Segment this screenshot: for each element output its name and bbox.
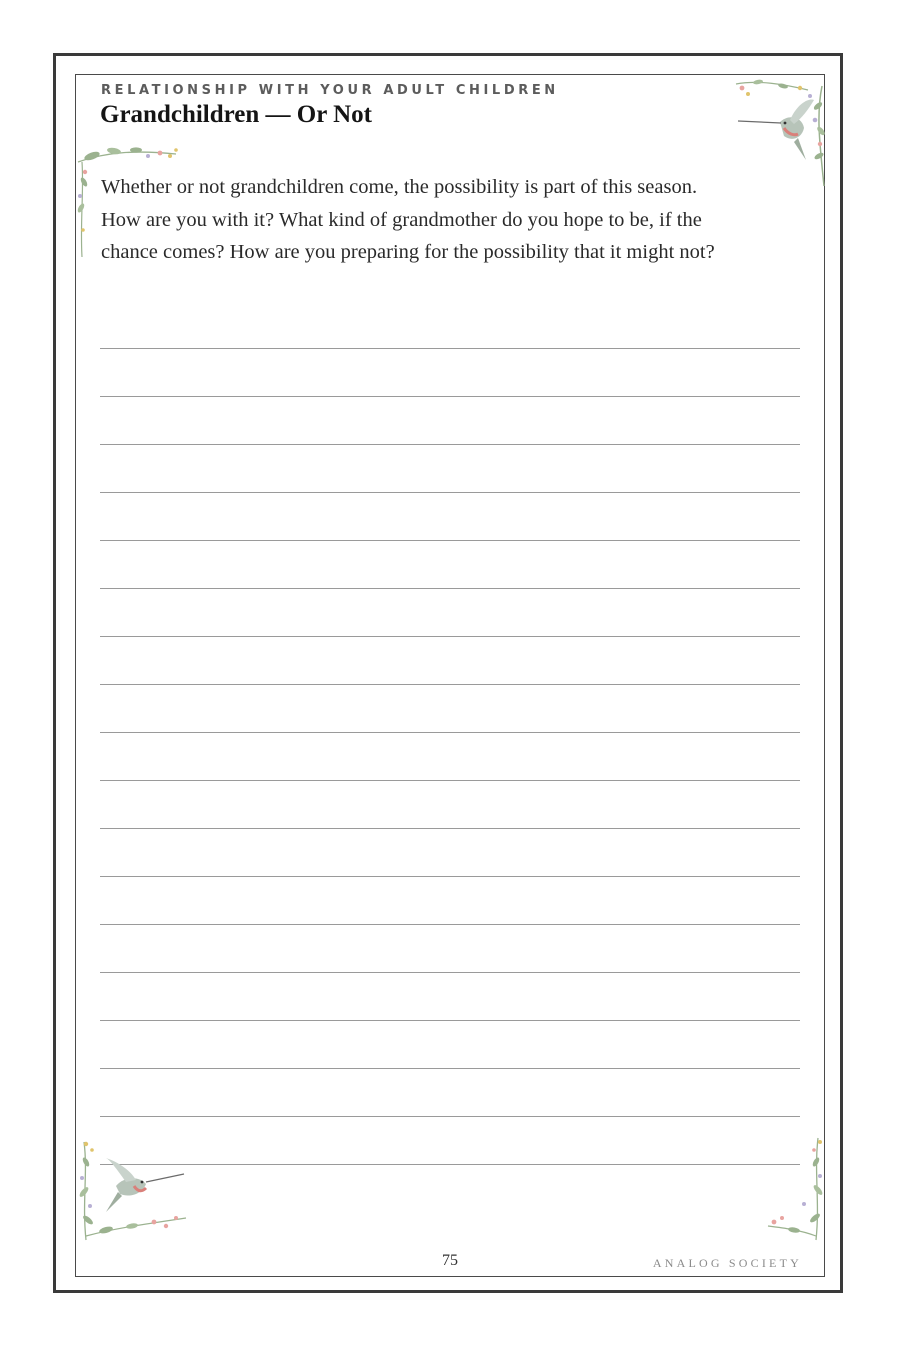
prompt-line: How are you with it? What kind of grandmother do you hope to be, if the	[101, 208, 702, 231]
writing-line[interactable]	[100, 348, 800, 349]
writing-line[interactable]	[100, 684, 800, 685]
floral-sprig-bottom-right-icon	[760, 1132, 826, 1244]
brand-name: ANALOG SOCIETY	[652, 1256, 802, 1270]
floral-sprig-top-left-icon	[76, 142, 186, 262]
writing-area[interactable]	[100, 0, 800, 1350]
page-number: 75	[442, 1252, 458, 1269]
section-label: RELATIONSHIP WITH YOUR ADULT CHILDREN	[101, 83, 559, 98]
page-title: Grandchildren — Or Not	[100, 101, 373, 128]
writing-line[interactable]	[100, 924, 800, 925]
writing-line[interactable]	[100, 828, 800, 829]
writing-line[interactable]	[100, 636, 800, 637]
writing-line[interactable]	[100, 1068, 800, 1069]
writing-line[interactable]	[100, 780, 800, 781]
writing-line[interactable]	[100, 396, 800, 397]
writing-line[interactable]	[100, 732, 800, 733]
writing-line[interactable]	[100, 876, 800, 877]
writing-line[interactable]	[100, 1164, 800, 1165]
prompt-line: chance comes? How are you preparing for the possibility that it might not?	[101, 241, 715, 263]
hummingbird-floral-top-right-icon	[728, 76, 826, 191]
hummingbird-floral-bottom-left-icon	[76, 1132, 196, 1244]
writing-line[interactable]	[100, 1116, 800, 1117]
writing-line[interactable]	[100, 588, 800, 589]
writing-line[interactable]	[100, 444, 800, 445]
writing-line[interactable]	[100, 972, 800, 973]
writing-line[interactable]	[100, 540, 800, 541]
writing-line[interactable]	[100, 1020, 800, 1021]
writing-line[interactable]	[100, 492, 800, 493]
prompt-line: Whether or not grandchildren come, the possibility is part of this season.	[101, 176, 698, 198]
